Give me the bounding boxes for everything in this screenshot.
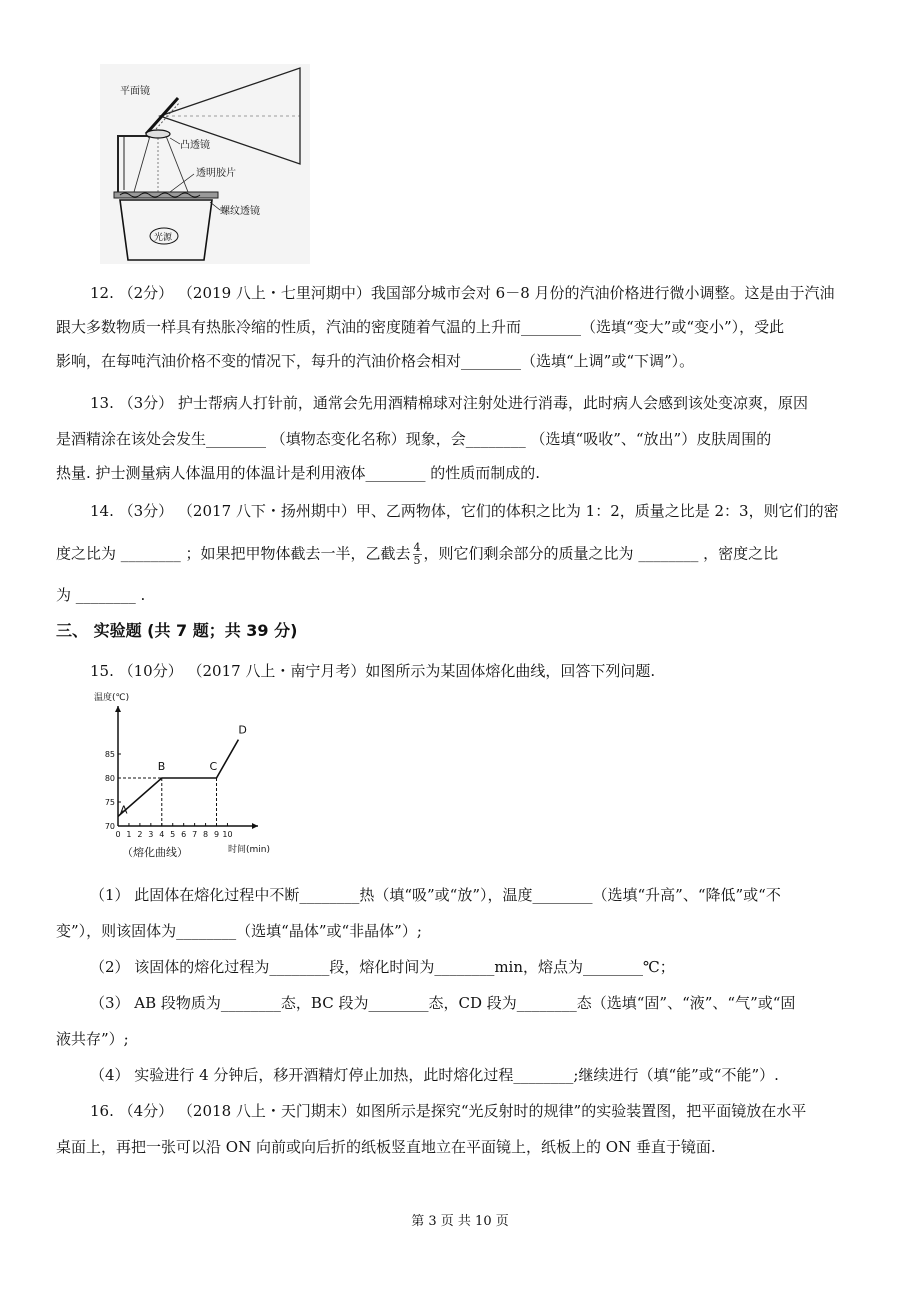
projector-figure bbox=[100, 64, 310, 264]
q12-line2: 跟大多数物质一样具有热胀冷缩的性质，汽油的密度随着气温的上升而________（选填“变大”或“变小”），受此 bbox=[56, 318, 785, 336]
x-tick-label: 9 bbox=[213, 830, 220, 839]
q14-line2a: 度之比为 ________ ；如果把甲物体截去一半，乙截去 bbox=[56, 544, 411, 563]
q13-line3: 热量. 护士测量病人体温用的体温计是利用液体________ 的性质而制成的. bbox=[56, 464, 541, 482]
x-tick-label: 8 bbox=[203, 830, 209, 839]
q14-line3: 为 ________ . bbox=[56, 586, 146, 604]
x-tick-label: 6 bbox=[181, 830, 187, 839]
point-label-a: A bbox=[120, 803, 128, 817]
melting-curve-chart bbox=[94, 688, 274, 868]
x-tick-label: 3 bbox=[148, 830, 154, 839]
section-title: 三、 实验题 (共 7 题；共 39 分) bbox=[56, 621, 298, 640]
q16-line1: 16. （4分） （2018 八上・天门期末）如图所示是探究“光反射时的规律”的实验装置图，把平面镜放在水平 bbox=[90, 1102, 807, 1120]
y-tick-label: 75 bbox=[104, 798, 115, 807]
q16-line2: 桌面上，再把一张可以沿 ON 向前或向后折的纸板竖直地立在平面镜上，纸板上的 ON 垂直于镜面. bbox=[56, 1138, 716, 1156]
x-tick-label: 1 bbox=[126, 830, 132, 839]
q14-line2 bbox=[56, 542, 778, 567]
x-tick-label: 7 bbox=[192, 830, 198, 839]
x-tick-label: 5 bbox=[170, 830, 176, 839]
q15-sub3-line1: （3） AB 段物质为________态，BC 段为________态，CD 段为________态（选填“固”、“液”、“气”或“固 bbox=[90, 994, 796, 1012]
chart-title: （熔化曲线） bbox=[122, 846, 188, 859]
q14-line2b: ，则它们剩余部分的质量之比为 ________ ，密度之比 bbox=[423, 544, 779, 563]
x-axis-arrow bbox=[252, 823, 258, 829]
q13-line2: 是酒精涂在该处会发生________ （填物态变化名称）现象，会________ （选填“吸收”、“放出”）皮肤周围的 bbox=[56, 430, 772, 448]
q15-sub4: （4） 实验进行 4 分钟后，移开酒精灯停止加热，此时熔化过程________;继续进行（填“能”或“不能”）. bbox=[90, 1066, 779, 1084]
q15-sub3-line2: 液共存”）; bbox=[56, 1030, 129, 1048]
fresnel-lens-label: 螺纹透镜 bbox=[220, 206, 260, 217]
q12-line1: 12. （2分） （2019 八上・七里河期中）我国部分城市会对 6－8 月份的汽油价格进行微小调整。这是由于汽油 bbox=[90, 284, 835, 302]
convex-lens-label: 凸透镜 bbox=[180, 140, 210, 151]
y-tick-label: 70 bbox=[104, 822, 115, 831]
mirror-label: 平面镜 bbox=[120, 86, 150, 97]
page-footer: 第 3 页 共 10 页 bbox=[411, 1214, 509, 1229]
x-tick-label: 0 bbox=[115, 830, 121, 839]
point-label-c: C bbox=[209, 760, 218, 773]
y-axis-label: 温度(℃) bbox=[94, 693, 130, 703]
lamp-label: 光源 bbox=[154, 233, 173, 243]
q15-sub1-line2: 变”），则该固体为________（选填“晶体”或“非晶体”）; bbox=[56, 922, 422, 940]
q12-line3: 影响，在每吨汽油价格不变的情况下，每升的汽油价格会相对________（选填“上调”或“下调”）。 bbox=[56, 352, 695, 370]
x-tick-label: 10 bbox=[222, 830, 233, 839]
q15-sub1-line1: （1） 此固体在熔化过程中不断________热（填“吸”或“放”），温度________（选填“升高”、“降低”或“不 bbox=[90, 886, 781, 904]
x-axis-label: 时间(min) bbox=[228, 845, 270, 855]
q14-fraction: $\frac{4}{5}$ bbox=[413, 541, 421, 567]
x-tick-label: 4 bbox=[159, 830, 165, 839]
q14-line1: 14. （3分） （2017 八下・扬州期中）甲、乙两物体，它们的体积之比为 1：2，质量之比是 2：3，则它们的密 bbox=[90, 502, 839, 520]
y-tick-label: 80 bbox=[104, 774, 115, 783]
film-label: 透明胶片 bbox=[196, 168, 236, 179]
point-label-d: D bbox=[238, 723, 247, 737]
melting-curve-line bbox=[118, 740, 238, 817]
y-tick-label: 85 bbox=[104, 750, 115, 759]
point-label-b: B bbox=[157, 760, 166, 773]
q15-line1: 15. （10分） （2017 八上・南宁月考）如图所示为某固体熔化曲线，回答下列问题. bbox=[90, 662, 656, 680]
x-tick-label: 2 bbox=[137, 830, 143, 839]
y-axis-arrow bbox=[115, 706, 121, 712]
q13-line1: 13. （3分） 护士帮病人打针前，通常会先用酒精棉球对注射处进行消毒，此时病人会感到该处变凉爽，原因 bbox=[90, 394, 808, 412]
q15-sub2: （2） 该固体的熔化过程为________段，熔化时间为________min，熔点为________℃； bbox=[90, 958, 675, 976]
